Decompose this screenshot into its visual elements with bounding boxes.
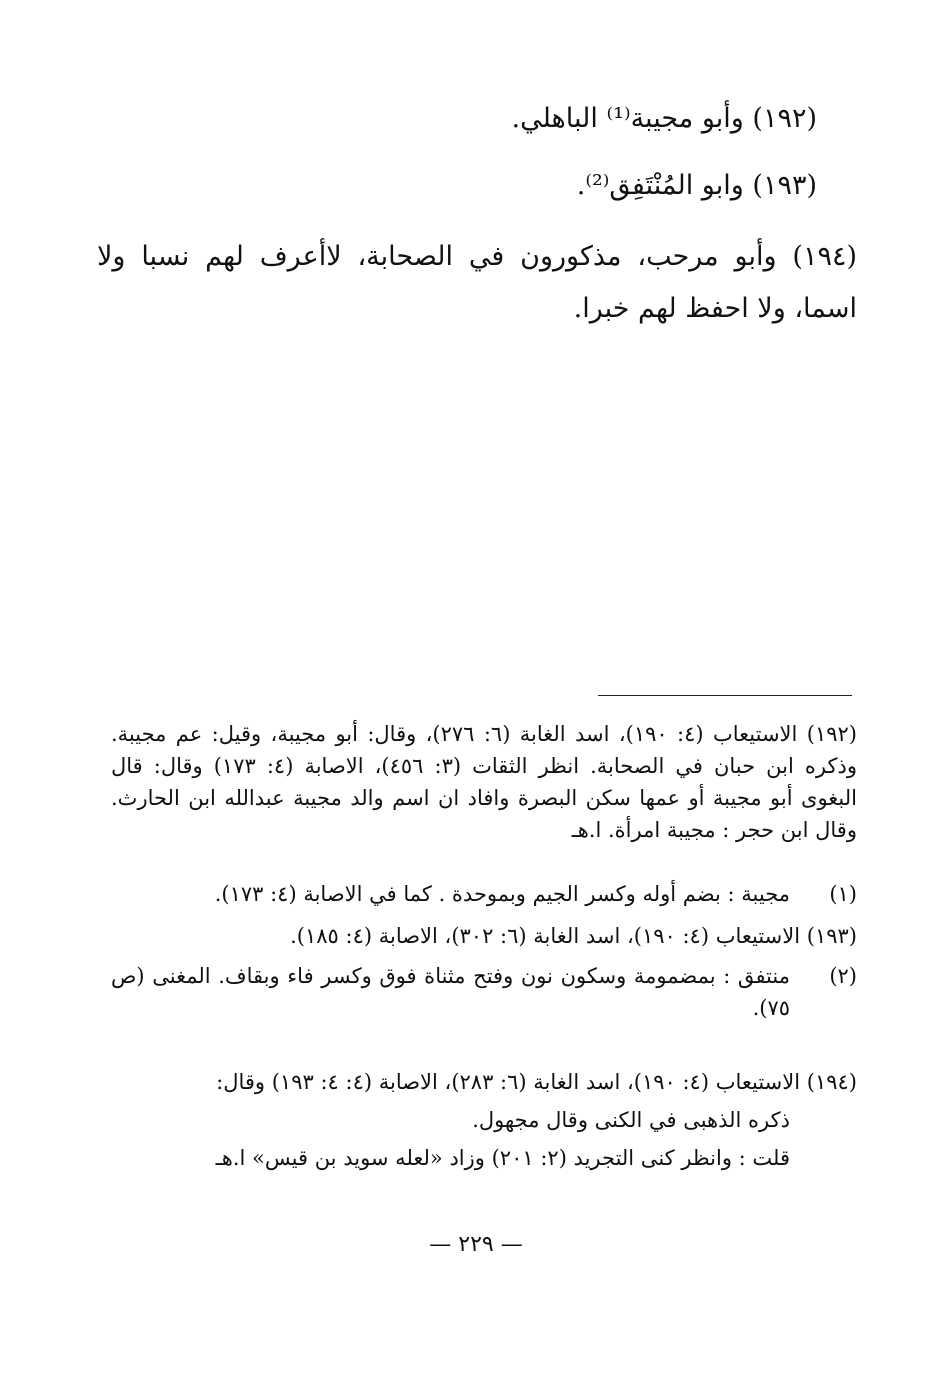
- footnote-2: منتفق : بمضمومة وسكون نون وفتح مثناة فوق وكسر فاء وبقاف. المغنى (ص ٧٥).: [111, 964, 790, 1020]
- footnote-1: مجيبة : بضم أوله وكسر الجيم وبموحدة . كما في الاصابة (٤: ١٧٣).: [214, 882, 790, 906]
- footnote-194-line-2: ذكره الذهبى في الكنى وقال مجهول.: [472, 1108, 790, 1132]
- footnote-2-label: (٢): [829, 964, 857, 988]
- entry-194: (١٩٤) وأبو مرحب، مذكورون في الصحابة، لاأعرف لهم نسبا ولا اسما، ولا احفظ لهم خبرا.: [97, 241, 857, 324]
- page-number: — ٢٢٩ —: [429, 1232, 523, 1257]
- entry-192: (١٩٢) وأبو مجيبة⁽¹⁾ الباهلي.: [511, 103, 817, 134]
- footnote-194: (١٩٤) الاستيعاب (٤: ١٩٠)، اسد الغابة (٦: ٢٨٣)، الاصابة (٤: ٤: ١٩٣) وقال:: [216, 1070, 857, 1094]
- footnote-separator: [598, 695, 852, 696]
- footnote-192: (١٩٢) الاستيعاب (٤: ١٩٠)، اسد الغابة (٦: ٢٧٦)، وقال: أبو مجيبة، وقيل: عم مجيبة. وذكره ابن حبان في الصحابة. انظر الثقات (٣: ٤٥٦)، الاصابة (٤: ١٧٣) وقال: قال البغوى أبو مجيبة أو عمها سكن البصرة وافاد ان اسم والد مجيبة عبدالله ابن الحارث. وقال ابن حجر : مجيبة امرأة. ا.هـ: [111, 722, 857, 842]
- footnote-194-line-3: قلت : وانظر كنى التجريد (٢: ٢٠١) وزاد «لعله سويد بن قيس» ا.هـ: [215, 1146, 790, 1170]
- entry-193: (١٩٣) وابو المُنْتَفِق⁽²⁾.: [576, 170, 817, 201]
- footnote-1-label: (١): [829, 882, 857, 906]
- footnote-193: (١٩٣) الاستيعاب (٤: ١٩٠)، اسد الغابة (٦: ٣٠٢)، الاصابة (٤: ١٨٥).: [290, 924, 857, 948]
